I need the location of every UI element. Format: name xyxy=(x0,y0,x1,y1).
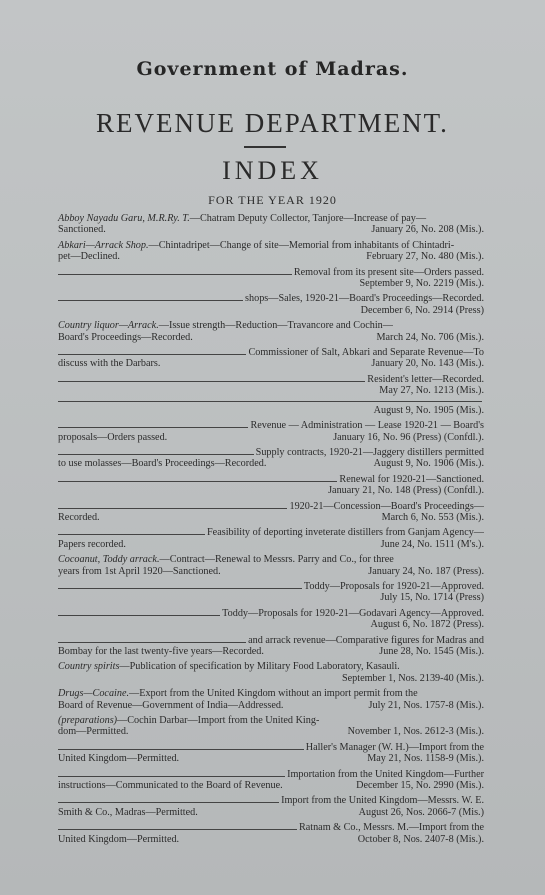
entry-text-continued: Papers recorded. xyxy=(58,538,126,550)
index-entry xyxy=(58,769,484,792)
entry-text: Haller's Manager (W. H.)—Import from the xyxy=(305,741,484,753)
index-entry xyxy=(58,401,484,416)
index-entry xyxy=(58,715,484,738)
entry-text: —Cochin Darbar—Import from the United King- xyxy=(117,715,320,727)
index-entry xyxy=(58,213,484,236)
entry-text: Import from the United Kingdom—Messrs. W. E. xyxy=(281,795,484,807)
entry-reference: May 27, No. 1213 (Mis.). xyxy=(379,385,484,397)
entry-reference: January 21, No. 148 (Press) (Confdl.). xyxy=(328,485,484,497)
entry-reference: September 9, No. 2219 (Mis.). xyxy=(359,278,484,290)
entry-text: and arrack revenue—Comparative figures for Madras and xyxy=(248,634,484,646)
entry-reference: August 9, No. 1906 (Mis.). xyxy=(373,458,484,470)
index-entry xyxy=(58,474,484,497)
ditto-rule xyxy=(58,300,243,301)
index-entry xyxy=(58,661,484,684)
entry-text-continued: dom—Permitted. xyxy=(58,726,129,738)
entry-text: —Issue strength—Reduction—Travancore and Cochin— xyxy=(158,320,393,332)
entry-reference: August 26, Nos. 2066-7 (Mis.) xyxy=(358,806,484,818)
ditto-rule xyxy=(58,508,287,509)
entry-text-continued: Smith & Co., Madras—Permitted. xyxy=(58,806,198,818)
ditto-rule xyxy=(58,454,254,455)
entry-reference: August 9, No. 1905 (Mis.). xyxy=(373,404,484,416)
entry-text-continued: United Kingdom—Permitted. xyxy=(58,753,180,765)
entry-text: Feasibility of deporting inveterate distillers from Ganjam Agency— xyxy=(207,527,484,539)
entry-reference: January 16, No. 96 (Press) (Confdl.). xyxy=(333,431,484,443)
index-entry xyxy=(58,581,484,604)
entry-reference: July 15, No. 1714 (Press) xyxy=(380,592,484,604)
index-entry xyxy=(58,320,484,343)
index-entry xyxy=(58,447,484,470)
entry-reference: December 6, No. 2914 (Press) xyxy=(360,304,484,316)
entry-reference: May 21, Nos. 1158-9 (Mis.). xyxy=(367,753,484,765)
ditto-rule xyxy=(58,829,297,830)
entry-text: —Export from the United Kingdom without an import permit from the xyxy=(129,688,418,700)
entry-text-continued: Bombay for the last twenty-five years—Recorded. xyxy=(58,646,264,657)
entry-lead: Cocoanut, Toddy arrack. xyxy=(58,554,160,566)
entry-text: Toddy—Proposals for 1920-21—Approved. xyxy=(303,580,484,592)
entry-reference: February 27, No. 480 (Mis.). xyxy=(366,251,484,263)
entry-text-continued: instructions—Communicated to the Board of Revenue. xyxy=(58,780,283,792)
entry-reference: November 1, Nos. 2612-3 (Mis.). xyxy=(347,726,484,738)
entry-text: Removal from its present site—Orders passed. xyxy=(293,266,484,278)
ditto-rule xyxy=(58,401,482,402)
entry-text-continued: discuss with the Darbars. xyxy=(58,358,161,370)
entry-reference: August 6, No. 1872 (Press). xyxy=(370,619,484,631)
entry-reference: October 8, Nos. 2407-8 (Mis.). xyxy=(357,833,484,845)
entry-text-continued: pet—Declined. xyxy=(58,251,120,263)
entry-reference: September 1, Nos. 2139-40 (Mis.). xyxy=(341,672,484,684)
ditto-rule xyxy=(58,534,205,535)
entry-text-continued: proposals—Orders passed. xyxy=(58,431,168,443)
department-heading: REVENUE DEPARTMENT. xyxy=(96,108,449,138)
entry-text: Importation from the United Kingdom—Further xyxy=(287,768,484,780)
entry-text-continued: United Kingdom—Permitted. xyxy=(58,833,180,845)
ditto-rule xyxy=(58,274,292,275)
index-entry xyxy=(58,293,484,316)
ditto-rule xyxy=(58,354,246,355)
index-entry xyxy=(58,420,484,443)
ditto-rule xyxy=(58,802,279,803)
index-entry xyxy=(58,822,484,845)
entry-text-continued: Board of Revenue—Government of India—Addressed. xyxy=(58,699,284,711)
entry-text: Commissioner of Salt, Abkari and Separate Revenue—To xyxy=(248,347,484,359)
entry-text: —Chintadripet—Change of site—Memorial from inhabitants of Chintadri- xyxy=(148,239,455,251)
index-entry xyxy=(58,688,484,711)
divider xyxy=(244,146,286,148)
ditto-rule xyxy=(58,776,285,777)
entry-reference: July 21, Nos. 1757-8 (Mis.). xyxy=(368,699,484,711)
entry-text-continued: Recorded. xyxy=(58,511,100,523)
entry-text-continued: Sanctioned. xyxy=(58,224,106,236)
entry-reference: January 26, No. 208 (Mis.). xyxy=(371,224,484,236)
year-heading: FOR THE YEAR 1920 xyxy=(208,193,337,207)
ditto-rule xyxy=(58,481,337,482)
entry-text: Toddy—Proposals for 1920-21—Godavari Agency—Approved. xyxy=(222,607,484,619)
government-heading: Government of Madras. xyxy=(136,58,409,80)
entry-reference: March 6, No. 553 (Mis.). xyxy=(381,511,484,523)
entry-reference: March 24, No. 706 (Mis.). xyxy=(376,331,484,343)
entry-text: Revenue — Administration — Lease 1920-21 — Board's xyxy=(250,420,484,432)
ditto-rule xyxy=(58,588,302,589)
entry-text-continued: Board's Proceedings—Recorded. xyxy=(58,331,193,343)
entry-reference: January 24, No. 187 (Press). xyxy=(368,565,484,577)
entry-reference: December 15, No. 2990 (Mis.). xyxy=(356,780,484,792)
entry-text-continued: years from 1st April 1920—Sanctioned. xyxy=(58,565,221,577)
index-entry xyxy=(58,501,484,524)
entry-text: 1920-21—Concession—Board's Proceedings— xyxy=(289,500,484,512)
index-entry xyxy=(58,527,484,550)
ditto-rule xyxy=(58,381,365,382)
entry-text: Ratnam & Co., Messrs. M.—Import from the xyxy=(298,822,484,834)
index-entry xyxy=(58,742,484,765)
index-entry xyxy=(58,347,484,370)
ditto-rule xyxy=(58,749,304,750)
entry-text: —Publication of specification by Military Food Laboratory, Kasauli. xyxy=(119,661,400,673)
entry-text-continued: to use molasses—Board's Proceedings—Recorded. xyxy=(58,458,267,470)
entry-lead: Drugs—Cocaine. xyxy=(58,688,130,700)
entry-reference: June 28, No. 1545 (Mis.). xyxy=(379,646,484,657)
index-entries xyxy=(58,213,484,849)
index-entry xyxy=(58,240,484,263)
index-entry xyxy=(58,554,484,577)
entry-lead: Country liquor—Arrack. xyxy=(58,320,159,332)
entry-reference: June 24, No. 1511 (M's.). xyxy=(380,538,484,550)
entry-lead: Country spirits xyxy=(58,661,120,673)
entry-text: —Contract—Renewal to Messrs. Parry and Co., for three xyxy=(159,554,394,566)
entry-lead: Abkari—Arrack Shop. xyxy=(58,239,149,251)
entry-lead: (preparations) xyxy=(58,715,118,727)
index-entry xyxy=(58,374,484,397)
entry-text: shops—Sales, 1920-21—Board's Proceedings—Recorded. xyxy=(245,293,484,305)
index-entry xyxy=(58,635,484,658)
entry-text: Resident's letter—Recorded. xyxy=(367,373,484,385)
entry-reference: January 20, No. 143 (Mis.). xyxy=(371,358,484,370)
ditto-rule xyxy=(58,642,246,643)
index-entry xyxy=(58,267,484,290)
entry-text: Supply contracts, 1920-21—Jaggery distillers permitted xyxy=(255,446,484,458)
entry-text: —Chatram Deputy Collector, Tanjore—Increase of pay— xyxy=(189,213,427,224)
index-heading: INDEX xyxy=(222,156,323,185)
index-entry xyxy=(58,608,484,631)
entry-text: Renewal for 1920-21—Sanctioned. xyxy=(339,473,484,485)
ditto-rule xyxy=(58,427,248,428)
ditto-rule xyxy=(58,615,220,616)
index-entry xyxy=(58,795,484,818)
entry-lead: Abboy Nayadu Garu, M.R.Ry. T. xyxy=(58,213,190,224)
